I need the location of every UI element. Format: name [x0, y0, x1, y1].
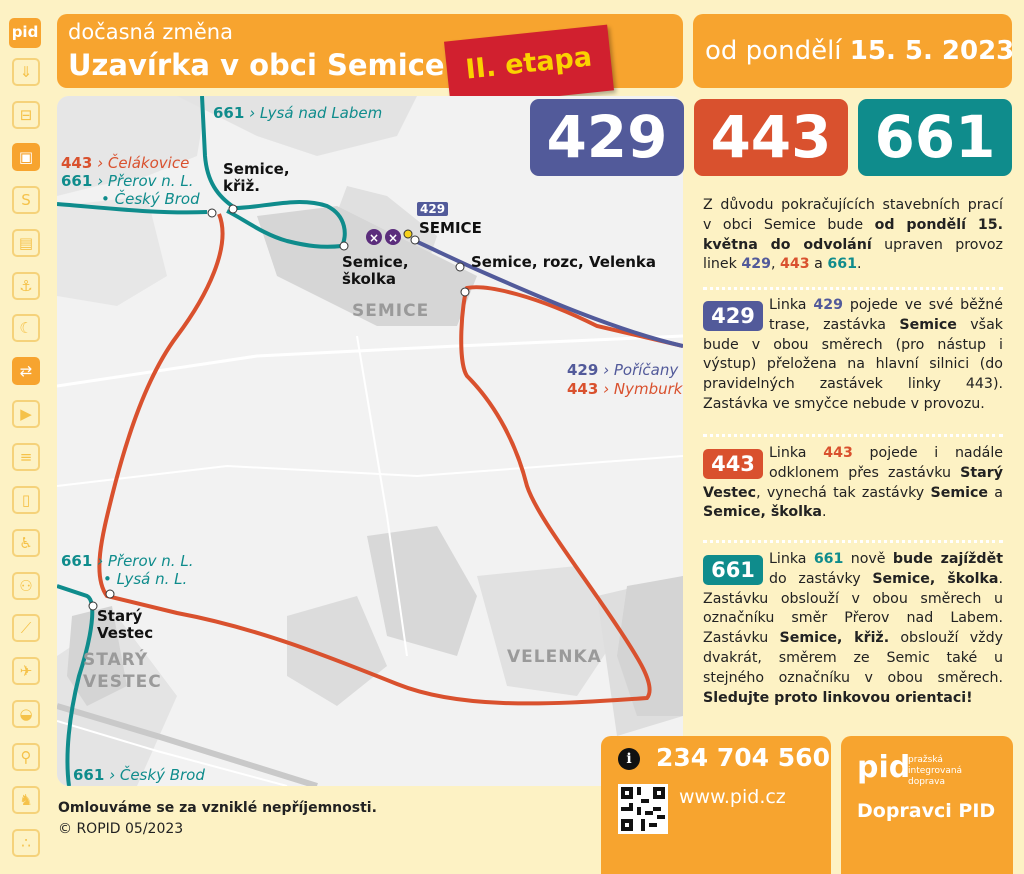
footprints-icon: ∴ — [12, 829, 40, 857]
icon-sidebar — [0, 0, 46, 874]
info-line-443: 443 Linka 443 pojede i nadále odklonem přes zastávku Starý Vestec, vynechá tak zastávky Semice a Semice, školka. — [703, 445, 1003, 521]
header-subtitle: dočasná změna — [68, 20, 233, 44]
line-tile-429: 429 — [530, 99, 684, 176]
map-label-661-prerov-top: 661 › Přerov n. L. — [61, 172, 194, 190]
bicycle-icon: ⚲ — [12, 743, 40, 771]
apology-text: Omlouváme se za vzniklé nepříjemnosti. — [58, 800, 377, 816]
website-link[interactable]: www.pid.cz — [679, 786, 786, 808]
copyright-text: © ROPID 05/2023 — [58, 821, 184, 837]
date-panel — [693, 14, 1015, 88]
village-label-velenka: VELENKA — [507, 647, 602, 667]
svg-text:×: × — [369, 231, 380, 245]
stop-label-semice-skolka: Semice, školka — [342, 253, 409, 288]
tram-icon: ⊟ — [12, 101, 40, 129]
route-map — [57, 96, 683, 786]
funicular-icon: ▤ — [12, 229, 40, 257]
map-label-443-nymburk: 443 › Nymburk — [567, 380, 683, 398]
truck-icon: ▶ — [12, 400, 40, 428]
info-intro: Z důvodu pokračujících stavebních prací v obci Semice bude od pondělí 15. května do odvolání upraven provoz linek 429, 443 a 661. — [703, 197, 1003, 273]
phone-number[interactable]: 234 704 560 — [656, 743, 830, 772]
stop-label-semice-kriz: Semice, křiž. — [223, 160, 290, 195]
carriers-label: Dopravci PID — [857, 800, 996, 822]
pid-brand-description: pražská integrovaná doprava — [908, 755, 963, 787]
info-line-661: 661 Linka 661 nově bude zajíždět do zastávky Semice, školka. Zastávku obslouží v obou směrech u označníku směr Přerov nad Labem. Zastávku Semice, křiž. obslouží vždy dvakrát, směrem ze Semic také u stejného označníku v obou směrech. Sledujte proto linkovou orientaci! — [703, 551, 1003, 706]
map-label-443-celakovice: 443 › Čelákovice — [61, 154, 190, 172]
wheelchair-icon: ♿ — [12, 529, 40, 557]
header-title: Uzavírka v obci Semice — [68, 48, 445, 82]
stroller-icon: ◒ — [12, 700, 40, 728]
phone-ticket-icon: ▯ — [12, 486, 40, 514]
date-value: 15. 5. 2023 — [849, 36, 1015, 66]
pid-logo: pid — [9, 18, 41, 48]
replacement-bus-icon: ⇄ — [12, 357, 40, 385]
train-icon: S — [12, 186, 40, 214]
line-tile-661: 661 — [858, 99, 1012, 176]
map-label-lysa-mid: • Lysá n. L. — [103, 570, 188, 588]
night-icon: ☾ — [12, 314, 40, 342]
svg-text:×: × — [388, 231, 399, 245]
bus-icon: ▣ — [12, 143, 40, 171]
village-label-semice: SEMICE — [352, 301, 430, 321]
info-divider — [703, 287, 1003, 290]
stop-label-stary-vestec: Starý Vestec — [97, 607, 154, 642]
line-tile-443: 443 — [694, 99, 848, 176]
airplane-icon: ✈ — [12, 657, 40, 685]
map-label-661-brod-bottom: 661 › Český Brod — [73, 766, 205, 784]
dog-icon: ♞ — [12, 786, 40, 814]
map-badge-429: 429 — [417, 202, 448, 216]
map-label-661-prerov-mid: 661 › Přerov n. L. — [61, 552, 194, 570]
stop-label-semice-rozc: Semice, rozc, Velenka — [471, 253, 657, 271]
metro-icon: ⇓ — [12, 58, 40, 86]
badge-661: 661 — [703, 555, 763, 585]
village-label-stary-vestec: STARÝ VESTEC — [83, 650, 162, 692]
badge-443: 443 — [703, 449, 763, 479]
map-label-cesky-brod-top: • Český Brod — [101, 190, 200, 208]
family-icon: ⚇ — [12, 572, 40, 600]
info-divider — [703, 434, 1003, 437]
info-panel — [693, 186, 1013, 724]
stage-badge: II. etapa — [444, 25, 614, 108]
map-label-661-lysa: 661 › Lysá nad Labem — [213, 104, 383, 122]
stop-label-semice: SEMICE — [419, 219, 482, 237]
qr-code-icon[interactable] — [618, 784, 668, 834]
ferry-icon: ⚓ — [12, 272, 40, 300]
ticket-icon: ≡ — [12, 443, 40, 471]
date-prefix: od pondělí — [705, 36, 842, 66]
map-label-429-poricany: 429 › Poříčany — [567, 361, 679, 379]
pid-brand-logo: pid — [857, 750, 911, 785]
info-line-429: 429 Linka 429 pojede ve své běžné trase, zastávka Semice však bude v obou směrech (pro nástup i výstup) přeložena na hlavní silnici (do pravidelných zastávek linky 443). Zastávka ve smyčce nebude v provozu. — [703, 297, 1003, 412]
badge-429: 429 — [703, 301, 763, 331]
qr-pattern — [621, 787, 665, 831]
info-divider — [703, 540, 1003, 543]
info-icon: i — [618, 748, 640, 770]
escalator-icon: ⟋ — [12, 614, 40, 642]
